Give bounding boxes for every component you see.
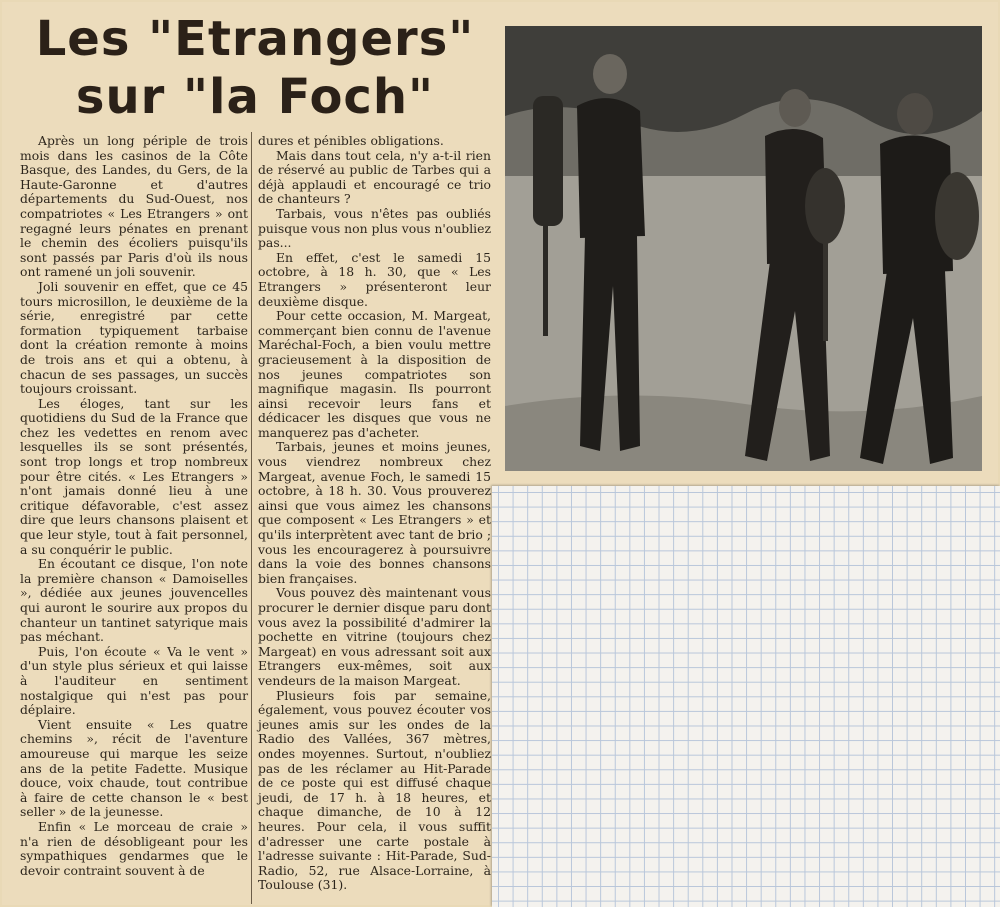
paragraph: Plusieurs fois par semaine, également, vous pouvez écouter vos jeunes amis sur les ondes de la Radio des Vallées, 367 mètres, ondes moyennes. Surtout, n'oubliez pas de les réclamer au Hit-Parade de ce poste qui est diffusé chaque jeudi, de 17 h. à 18 heures, et chaque dimanche, de 10 à 12 heures. Pour cela, il vous suffit d'adresser une carte postale à l'adresse suivante : Hit-Parade, Sud-Radio, 52, rue Alsace-Lorraine, à Toulouse (31). [258,687,491,893]
paragraph: Pour cette occasion, M. Margeat, commerçant bien connu de l'avenue Maréchal-Foch, a bien voulu mettre gracieusement à la disposition de nos jeunes compatriotes son magnifique magasin. Ils pourront ainsi recevoir leurs fans et dédicacer les disques que vous ne manquerez pas d'acheter. [258,308,491,440]
paragraph: Après un long périple de trois mois dans les casinos de la Côte Basque, des Landes, du Gers, de la Haute-Garonne et d'autres départements du Sud-Ouest, nos compatriotes « Les Etrangers » ont regagné leurs pénates en prenant le chemin des écoliers puisqu'ils sont passés par Paris d'où ils nous ont ramené un joli souvenir. [20,133,248,280]
paragraph: Mais dans tout cela, n'y a-t-il rien de réservé au public de Tarbes qui a déjà applaudi et encouragé ce trio de chanteurs ? [258,147,491,207]
column-divider [251,132,252,904]
band-photo-drawing [505,26,982,471]
paragraph: Vous pouvez dès maintenant vous procurer le dernier disque paru dont vous avez la possibilité d'admirer la pochette en vitrine (toujours chez Margeat) en vous adressant soit aux Etrangers eux-mêmes, soit aux vendeurs de la maison Margeat. [258,585,491,688]
paragraph: Tarbais, jeunes et moins jeunes, vous viendrez nombreux chez Margeat, avenue Foch, le samedi 15 octobre, à 18 h. 30. Vous prouverez ainsi que vous aimez les chansons que composent « Les Etrangers » et qu'ils interprètent avec tant de brio ; vous les encouragerez à poursuivre dans la voie des bonnes chansons bien françaises. [258,439,491,586]
article-column-2 [258,134,491,893]
paragraph: Joli souvenir en effet, que ce 45 tours microsillon, le deuxième de la série, enregistré par cette formation typiquement tarbaise dont la création remonte à moins de trois ans et qui a obtenu, à chacun de ses passages, un succès toujours croissant. [20,278,248,397]
paragraph: dures et pénibles obligations. [258,133,444,148]
band-photo [505,26,982,471]
paragraph: En effet, c'est le samedi 15 octobre, à 18 h. 30, que « Les Etrangers » présenteront leur deuxième disque. [258,249,491,309]
article-headline [20,10,490,126]
graph-paper-sheet [492,486,1000,907]
paragraph: Vient ensuite « Les quatre chemins », récit de l'aventure amoureuse qui marque les seize ans de la petite Fadette. Musique douce, voix chaude, tout contribue à faire de cette chanson le « best seller » de la jeunesse. [20,716,248,820]
headline-line-1: Les "Etrangers" [35,11,475,67]
paragraph: Les éloges, tant sur les quotidiens du Sud de la France que chez les vedettes en renom avec lesquelles ils se sont présentés, sont trop longs et trop nombreux pour être cités. « Les Etrangers » n'ont jamais donné lieu à une critique défavorable, c'est assez dire que leurs chansons plaisent et que leur style, tout à fait personnel, a su conquérir le public. [20,395,248,557]
paragraph: Tarbais, vous n'êtes pas oubliés puisque vous non plus vous n'oubliez pas... [258,205,491,251]
paragraph: Enfin « Le morceau de craie » n'a rien de désobligeant pour les sympathiques gendarmes que le devoir contraint souvent à de [20,818,248,878]
paragraph: En écoutant ce disque, l'on note la première chanson « Damoiselles », dédiée aux jeunes jouvencelles qui auront le sourire aux propos du chanteur un tantinet satyrique mais pas méchant. [20,556,248,645]
headline-line-2: sur "la Foch" [75,69,435,125]
paragraph: Puis, l'on écoute « Va le vent » d'un style plus sérieux et qui laisse à l'auditeur en sentiment nostalgique qui n'est pas pour déplaire. [20,643,248,718]
article-column-1 [20,134,248,878]
